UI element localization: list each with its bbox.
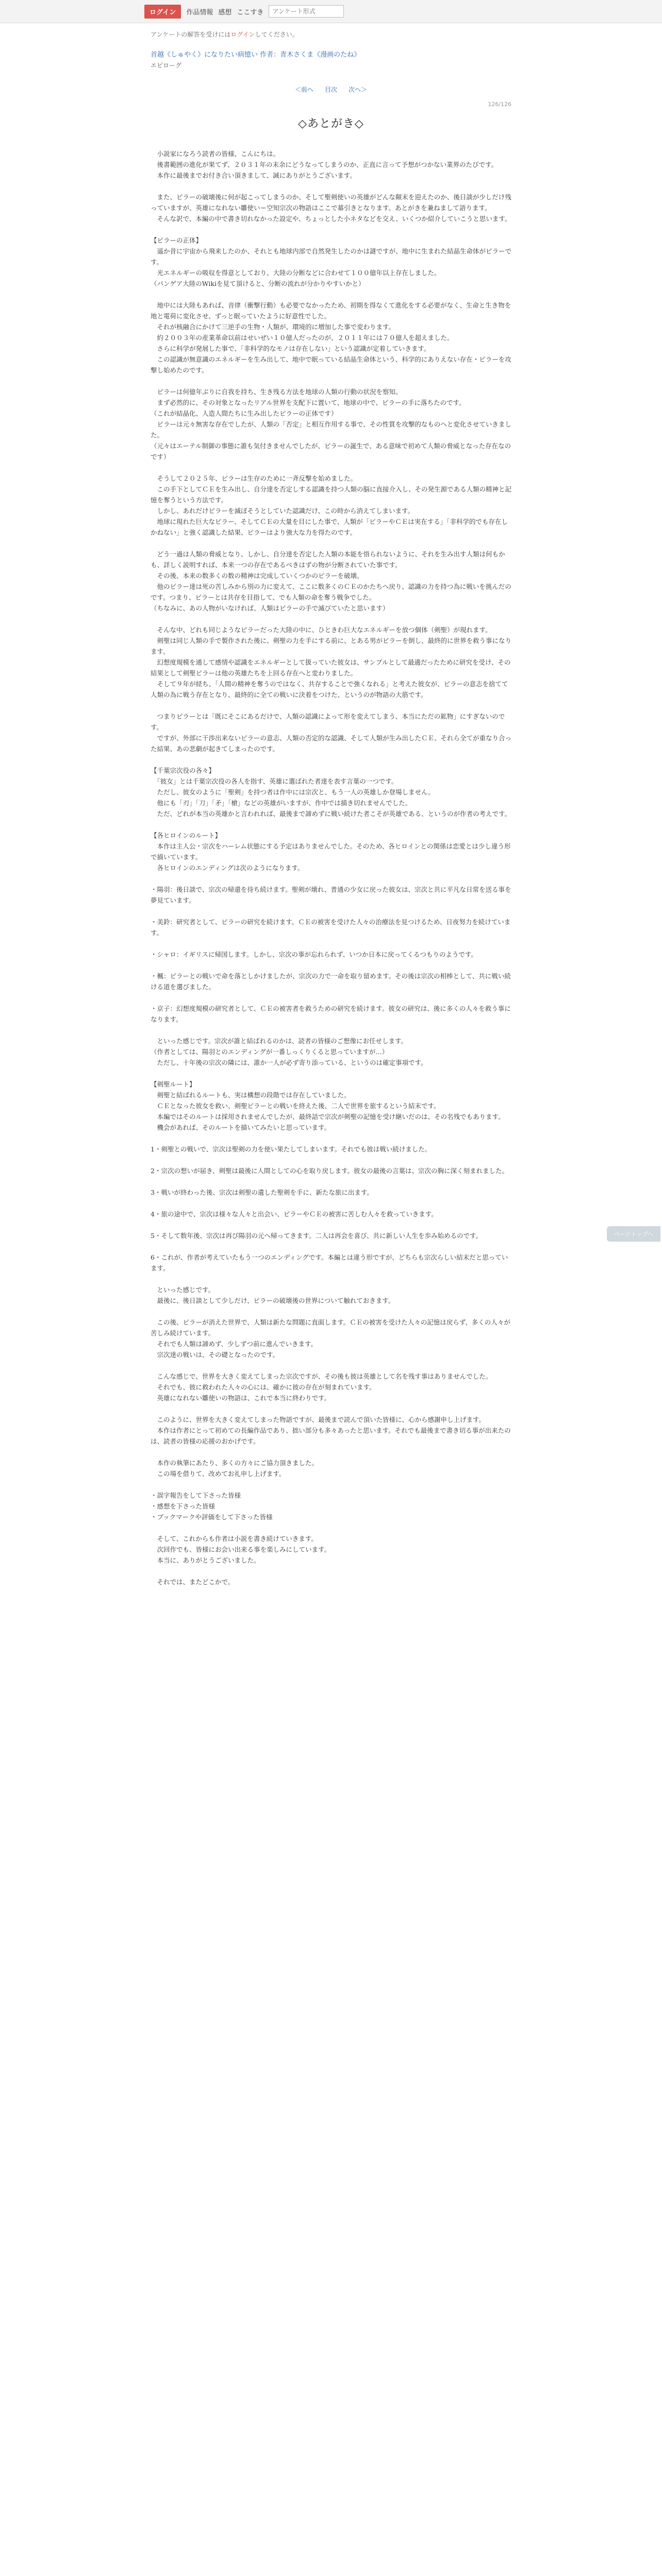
next-link[interactable]: 次へ＞ <box>349 86 368 93</box>
body-paragraph: そして、これからも作者は小説を書き続けていきます。 次回作でも、皆様にお会い出来る事を楽しみにしています。 本当に、ありがとうございました。 <box>157 1535 331 1564</box>
notice-suffix: してください。 <box>255 31 299 38</box>
body-paragraph: こんな感じで、世界を大きく変えてしまった宗次ですが、その後も彼は英雄として名を残す事はありませんでした。 それでも、彼に救われた人々の心には、確かに彼の存在が刻まれています。 英雄になれない雛使いの物語は、これで本当に終わりです。 <box>157 1372 492 1402</box>
index-link[interactable]: 目次 <box>324 86 337 93</box>
episode-label: エピローグ <box>151 62 182 69</box>
body-paragraph: つまりピラーとは「既にそこにあるだけで、人類の認識によって形を変えてしまう、本当にただの鉱物」にすぎないのです。 ですが、外部に干渉出来ないピラーの意志、人類の否定的な認識、そして人類が生み出したＣＥ、それら全てが重なり合った結果、あの悲劇が起きてしまったのです。 <box>151 713 512 753</box>
body-paragraph: そうして２０２５年、ピラーは生存のために一斉反撃を始めました。 この手下としてＣＥを生み出し、自分達を否定しする認識を持つ人類の脳に直接介入し、その発生源である人類の精神と記憶を奪うという方法です。 しかし、あれだけピラーを滅ぼそうとしていた認識だけ、この時から消えてしまいます。 地球に現れた巨大なピラー、そしてＣＥの大量を目にした事で、人類が「ピラーやＣＥは実在する」「非科学的でも存在しかねない」と強く認識した結果、ピラーはより強大な力を得たのです。 <box>151 474 512 536</box>
body-paragraph: 【千葉宗次役の各々】 「彼女」とは千葉宗次役の各人を指す、英雄に選ばれた者達を表す言葉の一つです。 ただし、彼女のように「聖剣」を持つ者は作中には宗次と、もう一人の英雄しか登場しません。 他にも「刃」「刀」「矛」「槍」などの英雄がいますが、作中では描き切れませんでした。 ただ、どれが本当の英雄かと言われれば、最後まで諦めずに戦い続けた者こそが英雄である、というのが作者の考えです。 <box>151 767 511 818</box>
body-paragraph: ・楓：ピラーとの戦いで命を落としかけましたが、宗次の力で一命を取り留めます。その後は宗次の相棒として、共に戦い続ける道を選びました。 <box>151 972 511 991</box>
body-paragraph: といった感じです。宗次が誰と結ばれるのかは、読者の皆様のご想像にお任せします。 （作者としては、陽羽とのエンディングが一番しっくりくると思っていますが…） ただし、十年後の宗次の隣には、誰か一人が必ず寄り添っている、というのは確定事項です。 <box>151 1037 427 1066</box>
login-notice <box>151 30 511 39</box>
body-paragraph: ・美鈴：研究者として、ピラーの研究を続けます。ＣＥの被害を受けた人々の治療法を見つけるため、日夜努力を続けています。 <box>151 918 511 937</box>
body-paragraph: 1・剣聖との戦いで、宗次は聖剣の力を使い果たしてしまいます。それでも彼は戦い続けました。 <box>151 1145 432 1153</box>
body-paragraph: 6・これが、作者が考えていたもう一つのエンディングです。本編とは違う形ですが、どちらも宗次らしい結末だと思っています。 <box>151 1253 508 1272</box>
body-paragraph: このように、世界を大きく変えてしまった物語ですが、最後まで読んで頂いた皆様に、心から感謝申し上げます。 本作は作者にとって初めての長編作品であり、拙い部分も多々あったと思います。それでも最後まで書き切る事が出来たのは、読者の皆様の応援のおかげです。 <box>151 1416 511 1445</box>
body-paragraph: 小説家になろう読者の皆様、こんにちは。 後書範囲の進化が果てず、２０３１年の末余にどうなってしまうのか、正直に言って予想がつかない業界のたびです。 本作に最後までお付き合い頂きまして、誠にありがとうございます。 <box>157 150 498 179</box>
search-input[interactable] <box>269 5 344 18</box>
body-paragraph: 3・戦いが終わった後、宗次は剣聖の遺した聖剣を手に、新たな旅に出ます。 <box>151 1189 373 1196</box>
top-navigation-bar <box>0 0 662 23</box>
login-button[interactable]: ログイン <box>144 5 181 19</box>
episode-pager <box>151 85 511 94</box>
chapter-body <box>151 148 511 1587</box>
body-paragraph: ・陽羽：後日談で、宗次の帰還を待ち続けます。聖剣が壊れ、普通の少女に戻った彼女は、宗次と共に平凡な日常を送る事を夢見ています。 <box>151 886 511 904</box>
body-paragraph: ピラーは何億年ぶりに自我を持ち、生き残る方法を地球の人類の行動の状況を察知。 まず必然的に、その対象となったリアル世界を支配下に置いて、地球の中で、ピラーの手に落ちたのです。 （これが結晶化、人造人間たちに生み出したピラーの正体です） ピラーは元々無害な存在でしたが、人類の「否定」と相互作用する事で、その性質を攻撃的なものへと変化させていきました。 （元々はエーテル制御の事態に誰も気付きませんでしたが、ピラーの誕生で、ある意味で初めて人類の脅威となった存在なのです） <box>151 388 511 461</box>
body-paragraph: 本作の執筆にあたり、多くの方々にご協力頂きました。 この場を借りて、改めてお礼申し上げます。 <box>157 1459 319 1478</box>
nav-item-likes[interactable]: ここすき <box>237 8 264 16</box>
nav-item-works[interactable]: 作品情報 <box>186 8 213 16</box>
chapter-title: ◇あとがき◇ <box>298 117 364 130</box>
prev-link[interactable]: ＜前へ <box>294 86 313 93</box>
body-paragraph: といった感じです。 最後に、後日談として少しだけ、ピラーの破壊後の世界について触れておきます。 <box>157 1286 395 1304</box>
body-paragraph: 2・宗次の想いが届き、剣聖は最後に人間としての心を取り戻します。彼女の最後の言葉は、宗次の胸に深く刻まれました。 <box>151 1167 508 1175</box>
body-paragraph: それでは、またどこかで。 <box>151 1578 235 1586</box>
notice-prefix: アンケートの解答を受けには <box>151 31 231 38</box>
body-paragraph: ・京子：幻想度規模の研究者として、ＣＥの被害者を救うための研究を続けます。彼女の研究は、後に多くの人々を救う事になります。 <box>151 1005 511 1023</box>
body-paragraph: 【ピラーの正体】 遥か昔に宇宙から飛来したのか、それとも地球内部で自然発生したのかは謎ですが、地中に生まれた結晶生命体がピラーです。 光エネルギーの吸収を得意としており、大陸の分断などに合わせて１００億年以上存在しました。 （パンゲア大陸のWikiを見て頂けると、分断の流れが分かりやすいかと） <box>151 236 512 287</box>
top-navigation <box>144 4 344 19</box>
body-paragraph: また、ピラーの破壊後に何が起こってしまうのか、そして聖剣使いの英雄がどんな顛末を迎えたのか、後日談が少しだけ残っていますが、英雄になれない雛使い＝空知宗次の物語はここで幕引きとなります。あとがきを兼ねまして語ります。 そんな訳で、本編の中で書き切れなかった設定や、ちょっとした小ネタなどを交え、いくつか紹介していこうと思います。 <box>151 193 511 223</box>
body-paragraph: そんな中、どれも同じようなピラーだった大陸の中に、ひときわ巨大なエネルギーを放つ個体（剣聖）が現れます。 剣聖は同じ人類の手で製作された後に、剣聖の力を手にする前に、とある男がピラーを倒し、最終的に世界を救う事になります。 幻想度規模を通して感情や認識をエネルギーとして扱っていた彼女は、サンプルとして最適だったために研究を受け、その結果として剣聖ピラーは他の英雄たちを上回る存在へと変わりました。 そして９年が経ち、「人間の精神を奪うのではなく、共存することで強くなれる」と考えた彼女が、ピラーの意志を捨てて人類の為に戦う存在となり、最終的に全ての戦いに決着をつけた、というのが物語の大筋です。 <box>151 626 512 699</box>
body-paragraph: 4・旅の途中で、宗次は様々な人々と出会い、ピラーやＣＥの被害に苦しむ人々を救っていきます。 <box>151 1210 438 1218</box>
body-paragraph: 5・そして数年後、宗次は再び陽羽の元へ帰ってきます。二人は再会を喜び、共に新しい人生を歩み始めるのです。 <box>151 1232 482 1240</box>
body-paragraph: 【剣聖ルート】 剣聖と結ばれるルートも、実は構想の段階では存在していました。 ＣＥとなった彼女を救い、剣聖ピラーとの戦いを終えた後、二人で世界を旅するという結末です。 本編ではそのルートは採用されませんでしたが、最終話で宗次が剣聖の記憶を受け継いだのは、その名残でもあります。 機会があれば、そのルートを描いてみたいと思っています。 <box>151 1080 505 1131</box>
page-number: 126/126 <box>488 101 511 108</box>
page-top-button[interactable]: ページトップへ <box>607 1226 660 1242</box>
body-paragraph: 【各ヒロインのルート】 本作は主人公・宗次をハーレム状態にする予定はありませんでした。そのため、各ヒロインとの関係は恋愛とは少し違う形で描いています。 各ヒロインのエンディングは次のようになります。 <box>151 832 511 872</box>
series-title[interactable]: 首越《しゅやく》になりたい病憶い 作者：青木さくま《漫画のたね》 <box>151 51 361 59</box>
reader-content <box>151 30 511 1598</box>
body-paragraph: ・誤字報告をして下さった皆様 ・感想を下さった皆様 ・ブックマークや評価をして下さった皆様 <box>151 1492 273 1521</box>
body-paragraph: ・シャロ：イギリスに帰国します。しかし、宗次の事が忘れられず、いつか日本に戻ってくるつもりのようです。 <box>151 951 477 958</box>
body-paragraph: この後、ピラーが消えた世界で、人類は新たな問題に直面します。ＣＥの被害を受けた人々の記憶は戻らず、多くの人々が苦しみ続けています。 それでも人類は諦めず、少しずつ前に進んでいきます。 宗次達の戦いは、その礎となったのです。 <box>151 1318 510 1359</box>
body-paragraph: どう一過は人類の脅威となり、しかし、自分達を否定した人類の本能を悟られないように、それを生み出す人類は何もかも、詳しく説明すれば、本来一つの存在であるべきはずの物が分断されていた事です。 その後、本来の数多くの数の精神は完成していくつかのピラーを破壊。 他のピラー達は死の苦しみから別の力に変えて、ここに数多くのＣＥのかたちへ戻り、認識の力を持つ為に戦いを挑んだのです。つまり、ピラーとは共存を目指して、でも人類の命を奪う戦争でした。 （ちなみに、あの人物がいなければ、人類はピラーの手で滅びていたと思います） <box>151 550 511 612</box>
nav-item-reviews[interactable]: 感想 <box>218 8 232 16</box>
body-paragraph: 地中には大陸もあれば、音律（衝撃行動）も必要でなかったため、初期を得なくて進化をする必要がなく、生命と生き物を地と電荷に変化させ、ずっと眠っていたように好意性でした。 それが核融合にかけて三逆手の生物・人類が、環境的に増加した事で変わります。 約２００３年の産業革命以前はせいぜい１０億人だったのが、２０１１年には７０億人を超えました。 さらに科学が発展した事で、「非科学的なモノは存在しない」という認識が定着していきます。 この認識が無意識のエネルギーを生み出して、地中で眠っている結晶生命体という、科学的にありえない存在・ピラーを攻撃し始めたのです。 <box>151 301 511 374</box>
notice-login-link[interactable]: ログイン <box>230 31 255 38</box>
